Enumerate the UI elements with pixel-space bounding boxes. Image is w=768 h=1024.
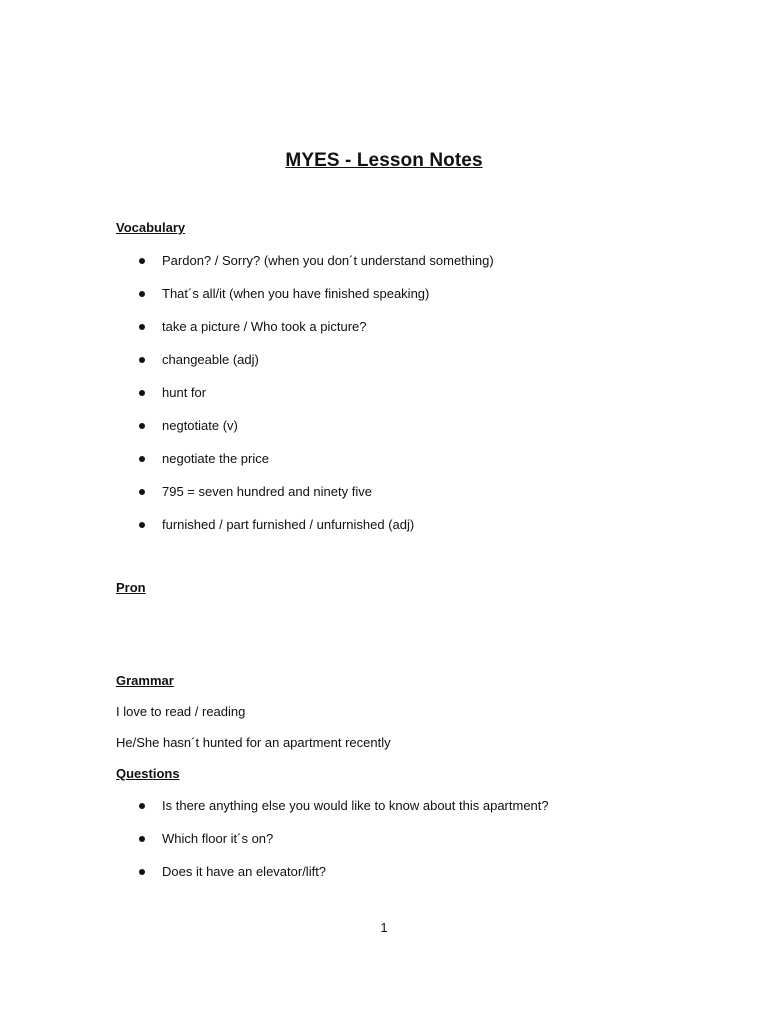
bullet-dot-icon	[139, 836, 145, 842]
bullet-dot-icon	[139, 803, 145, 809]
bullet-dot-icon	[139, 258, 145, 264]
bullet-dot-icon	[139, 423, 145, 429]
list-item-text: That´s all/it (when you have finished speaking)	[162, 286, 430, 301]
bullet-dot-icon	[139, 291, 145, 297]
list-item-text: Does it have an elevator/lift?	[162, 864, 327, 879]
page-number: 1	[380, 920, 388, 935]
list-item-text: furnished / part furnished / unfurnished (adj)	[162, 517, 415, 532]
grammar-line: I love to read / reading	[116, 704, 246, 719]
grammar-line: He/She hasn´t hunted for an apartment recently	[116, 735, 391, 750]
pron-heading: Pron	[116, 580, 146, 595]
page-title: MYES - Lesson Notes	[285, 150, 483, 171]
bullet-dot-icon	[139, 324, 145, 330]
list-item-text: negtotiate (v)	[162, 418, 238, 433]
questions-heading: Questions	[116, 766, 180, 781]
bullet-dot-icon	[139, 522, 145, 528]
list-item-text: take a picture / Who took a picture?	[162, 319, 367, 334]
list-item-text: 795 = seven hundred and ninety five	[162, 484, 372, 499]
bullet-dot-icon	[139, 489, 145, 495]
list-item-text: hunt for	[162, 385, 207, 400]
list-item-text: Which floor it´s on?	[162, 831, 274, 846]
grammar-heading: Grammar	[116, 673, 174, 688]
list-item-text: Pardon? / Sorry? (when you don´t understand something)	[162, 253, 494, 268]
list-item-text: Is there anything else you would like to know about this apartment?	[162, 798, 549, 813]
list-item-text: negotiate the price	[162, 451, 269, 466]
list-item-text: changeable (adj)	[162, 352, 259, 367]
bullet-dot-icon	[139, 869, 145, 875]
bullet-dot-icon	[139, 456, 145, 462]
vocabulary-heading: Vocabulary	[116, 220, 186, 235]
bullet-dot-icon	[139, 357, 145, 363]
bullet-dot-icon	[139, 390, 145, 396]
